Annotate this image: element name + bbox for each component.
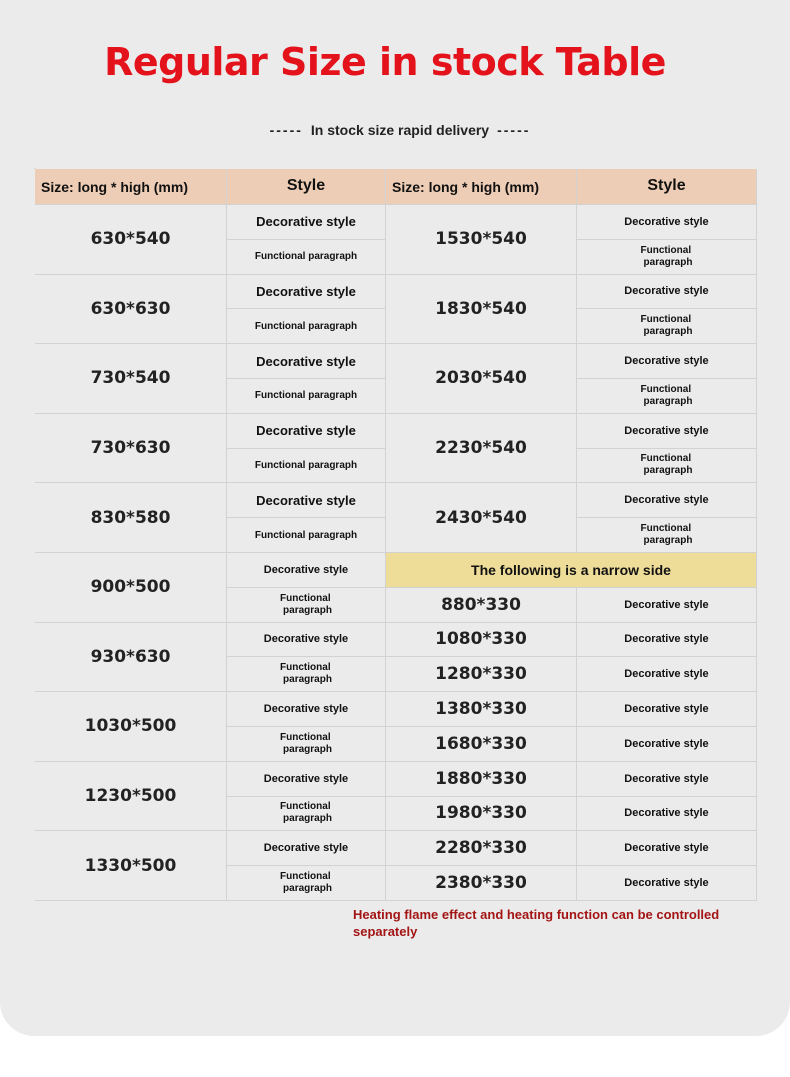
style-decorative-cell: Decorative style (577, 483, 757, 518)
size-cell: 2430*540 (386, 483, 577, 553)
functional-label-line1: Functional (640, 383, 692, 395)
functional-label-text (641, 245, 693, 269)
style-functional-cell (577, 309, 757, 344)
size-cell: 1980*330 (386, 797, 577, 832)
size-cell: 1080*330 (386, 623, 577, 658)
size-cell: 900*500 (35, 553, 227, 623)
style-decorative-cell: Decorative style (577, 727, 757, 762)
header-size-right: Size: long * high (mm) (386, 169, 577, 205)
style-functional-cell (577, 240, 757, 275)
page-title: Regular Size in stock Table (104, 40, 666, 84)
functional-label-line1: Functional (280, 662, 331, 674)
size-cell: 1030*500 (35, 692, 227, 762)
style-decorative-cell: Decorative style (227, 414, 386, 449)
style-decorative-cell: Decorative style (577, 797, 757, 832)
style-functional-cell (227, 657, 386, 692)
style-decorative-cell: Decorative style (577, 623, 757, 658)
size-cell: 1230*500 (35, 762, 227, 832)
functional-label-text (280, 801, 332, 825)
subtitle (0, 122, 790, 138)
style-decorative-cell: Decorative style (227, 275, 386, 310)
size-cell: 1280*330 (386, 657, 577, 692)
functional-label-line1: Functional (280, 871, 331, 883)
style-decorative-cell: Decorative style (577, 275, 757, 310)
size-cell: 930*630 (35, 623, 227, 693)
header-style-right: Style (577, 169, 757, 205)
style-decorative-cell: Decorative style (227, 344, 386, 379)
style-functional-cell (227, 588, 386, 623)
functional-label-line2: paragraph (643, 465, 693, 477)
size-cell: 2030*540 (386, 344, 577, 414)
style-decorative-cell: Decorative style (577, 205, 757, 240)
functional-label-line2: paragraph (643, 395, 693, 407)
size-cell: 1680*330 (386, 727, 577, 762)
header-style-left: Style (227, 169, 386, 205)
functional-label-text (641, 453, 693, 477)
style-functional-cell (577, 449, 757, 484)
size-cell: 1380*330 (386, 692, 577, 727)
style-functional-cell (577, 518, 757, 553)
functional-label-line2: paragraph (283, 674, 332, 686)
functional-label-line1: Functional (640, 314, 692, 326)
size-cell: 830*580 (35, 483, 227, 553)
subtitle-text: In stock size rapid delivery (310, 122, 490, 138)
size-table (34, 168, 709, 895)
functional-label-line1: Functional (280, 592, 331, 604)
style-decorative-cell: Decorative style (227, 483, 386, 518)
style-decorative-cell: Decorative style (577, 866, 757, 901)
style-decorative-cell: Decorative style (227, 692, 386, 727)
functional-label-line2: paragraph (643, 535, 693, 547)
functional-label-line1: Functional (640, 244, 692, 256)
size-cell: 730*630 (35, 414, 227, 484)
size-cell: 880*330 (386, 588, 577, 623)
style-decorative-cell: Decorative style (227, 623, 386, 658)
style-decorative-cell: Decorative style (577, 344, 757, 379)
functional-label-text (641, 523, 693, 547)
style-decorative-cell: Decorative style (577, 762, 757, 797)
style-functional-cell: Functional paragraph (227, 379, 386, 414)
size-cell: 2380*330 (386, 866, 577, 901)
size-cell: 2280*330 (386, 831, 577, 866)
size-cell: 1330*500 (35, 831, 227, 901)
functional-label-line2: paragraph (643, 326, 693, 338)
functional-label-text (280, 662, 332, 686)
functional-label-line2: paragraph (283, 883, 332, 895)
size-cell: 630*540 (35, 205, 227, 275)
size-cell: 1530*540 (386, 205, 577, 275)
size-cell: 2230*540 (386, 414, 577, 484)
functional-label-text (280, 732, 332, 756)
style-functional-cell: Functional paragraph (227, 309, 386, 344)
functional-label-text (280, 593, 332, 617)
narrow-side-heading: The following is a narrow side (386, 553, 757, 588)
style-decorative-cell: Decorative style (227, 762, 386, 797)
functional-label-line1: Functional (640, 453, 692, 465)
style-decorative-cell: Decorative style (577, 414, 757, 449)
functional-label-line2: paragraph (643, 256, 693, 268)
functional-label-line1: Functional (640, 523, 692, 535)
subtitle-left-dashes: ----- (269, 122, 303, 138)
style-decorative-cell: Decorative style (577, 657, 757, 692)
functional-label-line2: paragraph (283, 604, 332, 616)
header-size-left: Size: long * high (mm) (35, 169, 227, 205)
footnote: Heating flame effect and heating function can be controlled separately (353, 907, 720, 939)
subtitle-right-dashes: ----- (497, 122, 531, 138)
style-decorative-cell: Decorative style (577, 692, 757, 727)
style-functional-cell (227, 727, 386, 762)
size-cell: 730*540 (35, 344, 227, 414)
style-functional-cell (577, 379, 757, 414)
size-cell: 1880*330 (386, 762, 577, 797)
style-functional-cell: Functional paragraph (227, 449, 386, 484)
style-functional-cell: Functional paragraph (227, 518, 386, 553)
functional-label-line2: paragraph (283, 743, 332, 755)
style-functional-cell (227, 866, 386, 901)
style-functional-cell: Functional paragraph (227, 240, 386, 275)
functional-label-text (641, 314, 693, 338)
functional-label-line2: paragraph (283, 813, 332, 825)
functional-label-text (280, 871, 332, 895)
style-functional-cell (227, 797, 386, 832)
style-decorative-cell: Decorative style (227, 553, 386, 588)
style-decorative-cell: Decorative style (577, 831, 757, 866)
size-cell: 1830*540 (386, 275, 577, 345)
size-cell: 630*630 (35, 275, 227, 345)
style-decorative-cell: Decorative style (577, 588, 757, 623)
functional-label-line1: Functional (280, 801, 331, 813)
style-decorative-cell: Decorative style (227, 831, 386, 866)
style-decorative-cell: Decorative style (227, 205, 386, 240)
functional-label-line1: Functional (280, 731, 331, 743)
functional-label-text (641, 384, 693, 408)
